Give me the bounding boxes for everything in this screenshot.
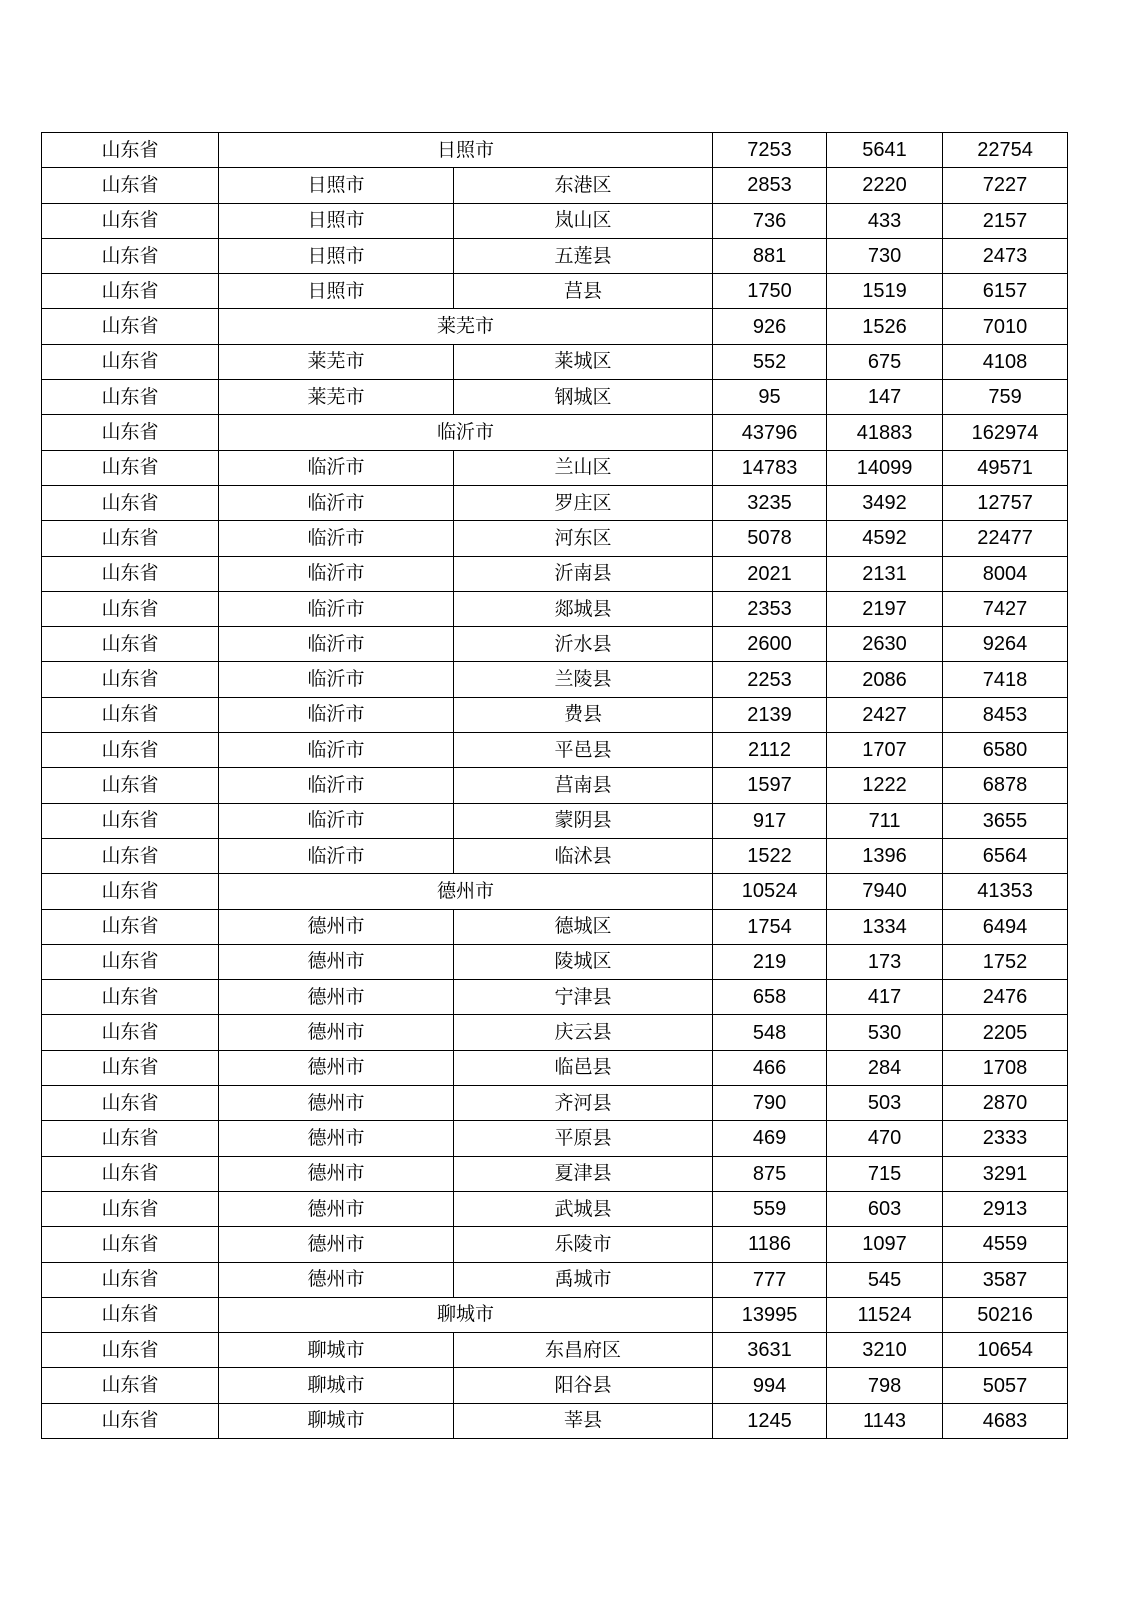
city-cell: 临沂市 bbox=[219, 662, 454, 697]
value-1-cell: 917 bbox=[713, 803, 827, 838]
province-cell: 山东省 bbox=[42, 556, 219, 591]
table-row bbox=[42, 627, 1068, 662]
value-2-cell: 433 bbox=[827, 203, 943, 238]
city-cell: 临沂市 bbox=[219, 733, 454, 768]
county-cell: 平原县 bbox=[454, 1121, 713, 1156]
county-cell: 莒南县 bbox=[454, 768, 713, 803]
value-2-cell: 284 bbox=[827, 1050, 943, 1085]
province-cell: 山东省 bbox=[42, 874, 219, 909]
city-total-row bbox=[42, 415, 1068, 450]
value-2-cell: 2197 bbox=[827, 591, 943, 626]
county-cell: 东昌府区 bbox=[454, 1333, 713, 1368]
value-1-cell: 1522 bbox=[713, 838, 827, 873]
value-3-cell: 2205 bbox=[943, 1015, 1068, 1050]
province-cell: 山东省 bbox=[42, 1262, 219, 1297]
city-cell: 临沂市 bbox=[219, 697, 454, 732]
value-3-cell: 1752 bbox=[943, 944, 1068, 979]
value-3-cell: 22754 bbox=[943, 133, 1068, 168]
county-cell: 临邑县 bbox=[454, 1050, 713, 1085]
county-cell: 庆云县 bbox=[454, 1015, 713, 1050]
value-1-cell: 10524 bbox=[713, 874, 827, 909]
value-2-cell: 3210 bbox=[827, 1333, 943, 1368]
value-2-cell: 1519 bbox=[827, 274, 943, 309]
value-2-cell: 2427 bbox=[827, 697, 943, 732]
city-cell: 临沂市 bbox=[219, 591, 454, 626]
value-1-cell: 3631 bbox=[713, 1333, 827, 1368]
table-row bbox=[42, 838, 1068, 873]
value-1-cell: 1754 bbox=[713, 909, 827, 944]
value-2-cell: 675 bbox=[827, 344, 943, 379]
province-cell: 山东省 bbox=[42, 344, 219, 379]
province-cell: 山东省 bbox=[42, 944, 219, 979]
city-cell: 临沂市 bbox=[219, 838, 454, 873]
province-cell: 山东省 bbox=[42, 803, 219, 838]
city-cell: 聊城市 bbox=[219, 1368, 454, 1403]
value-3-cell: 2333 bbox=[943, 1121, 1068, 1156]
value-2-cell: 4592 bbox=[827, 521, 943, 556]
value-2-cell: 530 bbox=[827, 1015, 943, 1050]
city-cell: 德州市 bbox=[219, 1262, 454, 1297]
county-cell: 东港区 bbox=[454, 168, 713, 203]
value-2-cell: 3492 bbox=[827, 485, 943, 520]
value-3-cell: 50216 bbox=[943, 1297, 1068, 1332]
county-cell: 禹城市 bbox=[454, 1262, 713, 1297]
value-1-cell: 13995 bbox=[713, 1297, 827, 1332]
value-3-cell: 2157 bbox=[943, 203, 1068, 238]
value-1-cell: 548 bbox=[713, 1015, 827, 1050]
value-2-cell: 1334 bbox=[827, 909, 943, 944]
table-row bbox=[42, 909, 1068, 944]
value-3-cell: 162974 bbox=[943, 415, 1068, 450]
county-cell: 德城区 bbox=[454, 909, 713, 944]
value-2-cell: 1707 bbox=[827, 733, 943, 768]
city-cell: 莱芜市 bbox=[219, 309, 713, 344]
value-2-cell: 173 bbox=[827, 944, 943, 979]
province-cell: 山东省 bbox=[42, 1333, 219, 1368]
value-2-cell: 2630 bbox=[827, 627, 943, 662]
value-2-cell: 5641 bbox=[827, 133, 943, 168]
table-row bbox=[42, 238, 1068, 273]
city-cell: 临沂市 bbox=[219, 521, 454, 556]
value-1-cell: 95 bbox=[713, 380, 827, 415]
value-3-cell: 4559 bbox=[943, 1227, 1068, 1262]
table-row bbox=[42, 1368, 1068, 1403]
value-2-cell: 2086 bbox=[827, 662, 943, 697]
table-row bbox=[42, 944, 1068, 979]
province-cell: 山东省 bbox=[42, 450, 219, 485]
county-cell: 临沭县 bbox=[454, 838, 713, 873]
county-cell: 沂水县 bbox=[454, 627, 713, 662]
value-2-cell: 715 bbox=[827, 1156, 943, 1191]
province-cell: 山东省 bbox=[42, 768, 219, 803]
city-cell: 临沂市 bbox=[219, 768, 454, 803]
province-cell: 山东省 bbox=[42, 697, 219, 732]
province-cell: 山东省 bbox=[42, 591, 219, 626]
value-2-cell: 417 bbox=[827, 980, 943, 1015]
city-cell: 聊城市 bbox=[219, 1333, 454, 1368]
province-cell: 山东省 bbox=[42, 203, 219, 238]
value-3-cell: 2870 bbox=[943, 1086, 1068, 1121]
value-2-cell: 2131 bbox=[827, 556, 943, 591]
county-cell: 平邑县 bbox=[454, 733, 713, 768]
county-cell: 五莲县 bbox=[454, 238, 713, 273]
table-row bbox=[42, 591, 1068, 626]
province-cell: 山东省 bbox=[42, 485, 219, 520]
province-cell: 山东省 bbox=[42, 238, 219, 273]
value-3-cell: 8004 bbox=[943, 556, 1068, 591]
table-row bbox=[42, 662, 1068, 697]
value-3-cell: 7227 bbox=[943, 168, 1068, 203]
value-1-cell: 2021 bbox=[713, 556, 827, 591]
value-3-cell: 8453 bbox=[943, 697, 1068, 732]
table-row bbox=[42, 1403, 1068, 1438]
city-cell: 日照市 bbox=[219, 274, 454, 309]
table-row bbox=[42, 1262, 1068, 1297]
value-1-cell: 2853 bbox=[713, 168, 827, 203]
value-3-cell: 41353 bbox=[943, 874, 1068, 909]
value-1-cell: 875 bbox=[713, 1156, 827, 1191]
province-cell: 山东省 bbox=[42, 662, 219, 697]
county-cell: 兰山区 bbox=[454, 450, 713, 485]
table-row bbox=[42, 1156, 1068, 1191]
value-3-cell: 6564 bbox=[943, 838, 1068, 873]
county-cell: 兰陵县 bbox=[454, 662, 713, 697]
value-2-cell: 2220 bbox=[827, 168, 943, 203]
city-total-row bbox=[42, 874, 1068, 909]
value-1-cell: 2112 bbox=[713, 733, 827, 768]
table-body bbox=[42, 133, 1068, 1439]
county-cell: 齐河县 bbox=[454, 1086, 713, 1121]
table-row bbox=[42, 1086, 1068, 1121]
city-total-row bbox=[42, 1297, 1068, 1332]
province-cell: 山东省 bbox=[42, 1297, 219, 1332]
table-row bbox=[42, 1227, 1068, 1262]
table-row bbox=[42, 380, 1068, 415]
value-3-cell: 4108 bbox=[943, 344, 1068, 379]
value-3-cell: 4683 bbox=[943, 1403, 1068, 1438]
value-2-cell: 1526 bbox=[827, 309, 943, 344]
city-cell: 德州市 bbox=[219, 1156, 454, 1191]
province-cell: 山东省 bbox=[42, 168, 219, 203]
city-cell: 德州市 bbox=[219, 980, 454, 1015]
value-2-cell: 11524 bbox=[827, 1297, 943, 1332]
county-cell: 河东区 bbox=[454, 521, 713, 556]
value-2-cell: 545 bbox=[827, 1262, 943, 1297]
county-cell: 阳谷县 bbox=[454, 1368, 713, 1403]
value-1-cell: 777 bbox=[713, 1262, 827, 1297]
city-total-row bbox=[42, 309, 1068, 344]
county-cell: 郯城县 bbox=[454, 591, 713, 626]
table-row bbox=[42, 697, 1068, 732]
city-cell: 德州市 bbox=[219, 944, 454, 979]
county-cell: 沂南县 bbox=[454, 556, 713, 591]
value-1-cell: 559 bbox=[713, 1191, 827, 1226]
value-1-cell: 5078 bbox=[713, 521, 827, 556]
province-cell: 山东省 bbox=[42, 133, 219, 168]
statistics-table bbox=[41, 132, 1068, 1439]
value-1-cell: 219 bbox=[713, 944, 827, 979]
province-cell: 山东省 bbox=[42, 1156, 219, 1191]
value-1-cell: 14783 bbox=[713, 450, 827, 485]
province-cell: 山东省 bbox=[42, 1015, 219, 1050]
value-3-cell: 6157 bbox=[943, 274, 1068, 309]
table-row bbox=[42, 203, 1068, 238]
table-row bbox=[42, 768, 1068, 803]
city-cell: 德州市 bbox=[219, 874, 713, 909]
province-cell: 山东省 bbox=[42, 521, 219, 556]
city-cell: 德州市 bbox=[219, 1015, 454, 1050]
value-1-cell: 1186 bbox=[713, 1227, 827, 1262]
value-2-cell: 798 bbox=[827, 1368, 943, 1403]
value-3-cell: 10654 bbox=[943, 1333, 1068, 1368]
city-cell: 德州市 bbox=[219, 1086, 454, 1121]
value-2-cell: 603 bbox=[827, 1191, 943, 1226]
province-cell: 山东省 bbox=[42, 1227, 219, 1262]
table-row bbox=[42, 485, 1068, 520]
value-3-cell: 5057 bbox=[943, 1368, 1068, 1403]
table-row bbox=[42, 1191, 1068, 1226]
city-total-row bbox=[42, 133, 1068, 168]
value-1-cell: 2353 bbox=[713, 591, 827, 626]
table-row bbox=[42, 803, 1068, 838]
province-cell: 山东省 bbox=[42, 838, 219, 873]
table-row bbox=[42, 344, 1068, 379]
table-row bbox=[42, 1015, 1068, 1050]
value-1-cell: 1597 bbox=[713, 768, 827, 803]
value-1-cell: 994 bbox=[713, 1368, 827, 1403]
county-cell: 费县 bbox=[454, 697, 713, 732]
value-3-cell: 22477 bbox=[943, 521, 1068, 556]
value-3-cell: 7418 bbox=[943, 662, 1068, 697]
value-3-cell: 6580 bbox=[943, 733, 1068, 768]
table-row bbox=[42, 521, 1068, 556]
city-cell: 临沂市 bbox=[219, 415, 713, 450]
city-cell: 德州市 bbox=[219, 1191, 454, 1226]
city-cell: 莱芜市 bbox=[219, 380, 454, 415]
value-3-cell: 7427 bbox=[943, 591, 1068, 626]
value-2-cell: 503 bbox=[827, 1086, 943, 1121]
value-1-cell: 1750 bbox=[713, 274, 827, 309]
value-3-cell: 6494 bbox=[943, 909, 1068, 944]
value-1-cell: 658 bbox=[713, 980, 827, 1015]
table-row bbox=[42, 1050, 1068, 1085]
county-cell: 武城县 bbox=[454, 1191, 713, 1226]
county-cell: 岚山区 bbox=[454, 203, 713, 238]
county-cell: 乐陵市 bbox=[454, 1227, 713, 1262]
province-cell: 山东省 bbox=[42, 909, 219, 944]
value-3-cell: 7010 bbox=[943, 309, 1068, 344]
city-cell: 临沂市 bbox=[219, 803, 454, 838]
city-cell: 临沂市 bbox=[219, 450, 454, 485]
value-1-cell: 2139 bbox=[713, 697, 827, 732]
value-3-cell: 9264 bbox=[943, 627, 1068, 662]
value-2-cell: 147 bbox=[827, 380, 943, 415]
value-3-cell: 6878 bbox=[943, 768, 1068, 803]
value-1-cell: 2253 bbox=[713, 662, 827, 697]
value-1-cell: 2600 bbox=[713, 627, 827, 662]
province-cell: 山东省 bbox=[42, 1121, 219, 1156]
value-3-cell: 3655 bbox=[943, 803, 1068, 838]
province-cell: 山东省 bbox=[42, 380, 219, 415]
value-3-cell: 2476 bbox=[943, 980, 1068, 1015]
value-3-cell: 12757 bbox=[943, 485, 1068, 520]
value-3-cell: 3291 bbox=[943, 1156, 1068, 1191]
city-cell: 德州市 bbox=[219, 1050, 454, 1085]
value-2-cell: 1097 bbox=[827, 1227, 943, 1262]
city-cell: 临沂市 bbox=[219, 556, 454, 591]
province-cell: 山东省 bbox=[42, 1191, 219, 1226]
province-cell: 山东省 bbox=[42, 1368, 219, 1403]
value-3-cell: 2473 bbox=[943, 238, 1068, 273]
province-cell: 山东省 bbox=[42, 1403, 219, 1438]
county-cell: 莱城区 bbox=[454, 344, 713, 379]
value-1-cell: 552 bbox=[713, 344, 827, 379]
value-2-cell: 41883 bbox=[827, 415, 943, 450]
table-row bbox=[42, 733, 1068, 768]
city-cell: 德州市 bbox=[219, 1121, 454, 1156]
value-1-cell: 926 bbox=[713, 309, 827, 344]
province-cell: 山东省 bbox=[42, 415, 219, 450]
city-cell: 莱芜市 bbox=[219, 344, 454, 379]
table-row bbox=[42, 450, 1068, 485]
value-1-cell: 43796 bbox=[713, 415, 827, 450]
value-2-cell: 7940 bbox=[827, 874, 943, 909]
value-3-cell: 49571 bbox=[943, 450, 1068, 485]
value-1-cell: 3235 bbox=[713, 485, 827, 520]
province-cell: 山东省 bbox=[42, 309, 219, 344]
county-cell: 蒙阴县 bbox=[454, 803, 713, 838]
city-cell: 日照市 bbox=[219, 203, 454, 238]
value-2-cell: 711 bbox=[827, 803, 943, 838]
city-cell: 德州市 bbox=[219, 909, 454, 944]
value-1-cell: 881 bbox=[713, 238, 827, 273]
value-2-cell: 730 bbox=[827, 238, 943, 273]
province-cell: 山东省 bbox=[42, 980, 219, 1015]
table-row bbox=[42, 168, 1068, 203]
city-cell: 日照市 bbox=[219, 168, 454, 203]
county-cell: 罗庄区 bbox=[454, 485, 713, 520]
county-cell: 宁津县 bbox=[454, 980, 713, 1015]
city-cell: 德州市 bbox=[219, 1227, 454, 1262]
city-cell: 聊城市 bbox=[219, 1403, 454, 1438]
province-cell: 山东省 bbox=[42, 274, 219, 309]
county-cell: 夏津县 bbox=[454, 1156, 713, 1191]
city-cell: 日照市 bbox=[219, 238, 454, 273]
value-1-cell: 736 bbox=[713, 203, 827, 238]
table-row bbox=[42, 274, 1068, 309]
county-cell: 莒县 bbox=[454, 274, 713, 309]
city-cell: 日照市 bbox=[219, 133, 713, 168]
value-1-cell: 469 bbox=[713, 1121, 827, 1156]
county-cell: 莘县 bbox=[454, 1403, 713, 1438]
table-row bbox=[42, 1333, 1068, 1368]
value-2-cell: 1396 bbox=[827, 838, 943, 873]
value-3-cell: 2913 bbox=[943, 1191, 1068, 1226]
value-1-cell: 466 bbox=[713, 1050, 827, 1085]
city-cell: 临沂市 bbox=[219, 485, 454, 520]
value-3-cell: 759 bbox=[943, 380, 1068, 415]
value-3-cell: 3587 bbox=[943, 1262, 1068, 1297]
city-cell: 聊城市 bbox=[219, 1297, 713, 1332]
value-1-cell: 790 bbox=[713, 1086, 827, 1121]
county-cell: 陵城区 bbox=[454, 944, 713, 979]
value-1-cell: 7253 bbox=[713, 133, 827, 168]
province-cell: 山东省 bbox=[42, 1050, 219, 1085]
value-2-cell: 1222 bbox=[827, 768, 943, 803]
value-3-cell: 1708 bbox=[943, 1050, 1068, 1085]
value-1-cell: 1245 bbox=[713, 1403, 827, 1438]
value-2-cell: 14099 bbox=[827, 450, 943, 485]
value-2-cell: 470 bbox=[827, 1121, 943, 1156]
county-cell: 钢城区 bbox=[454, 380, 713, 415]
table-row bbox=[42, 980, 1068, 1015]
city-cell: 临沂市 bbox=[219, 627, 454, 662]
province-cell: 山东省 bbox=[42, 733, 219, 768]
table-row bbox=[42, 556, 1068, 591]
table-row bbox=[42, 1121, 1068, 1156]
province-cell: 山东省 bbox=[42, 1086, 219, 1121]
value-2-cell: 1143 bbox=[827, 1403, 943, 1438]
province-cell: 山东省 bbox=[42, 627, 219, 662]
